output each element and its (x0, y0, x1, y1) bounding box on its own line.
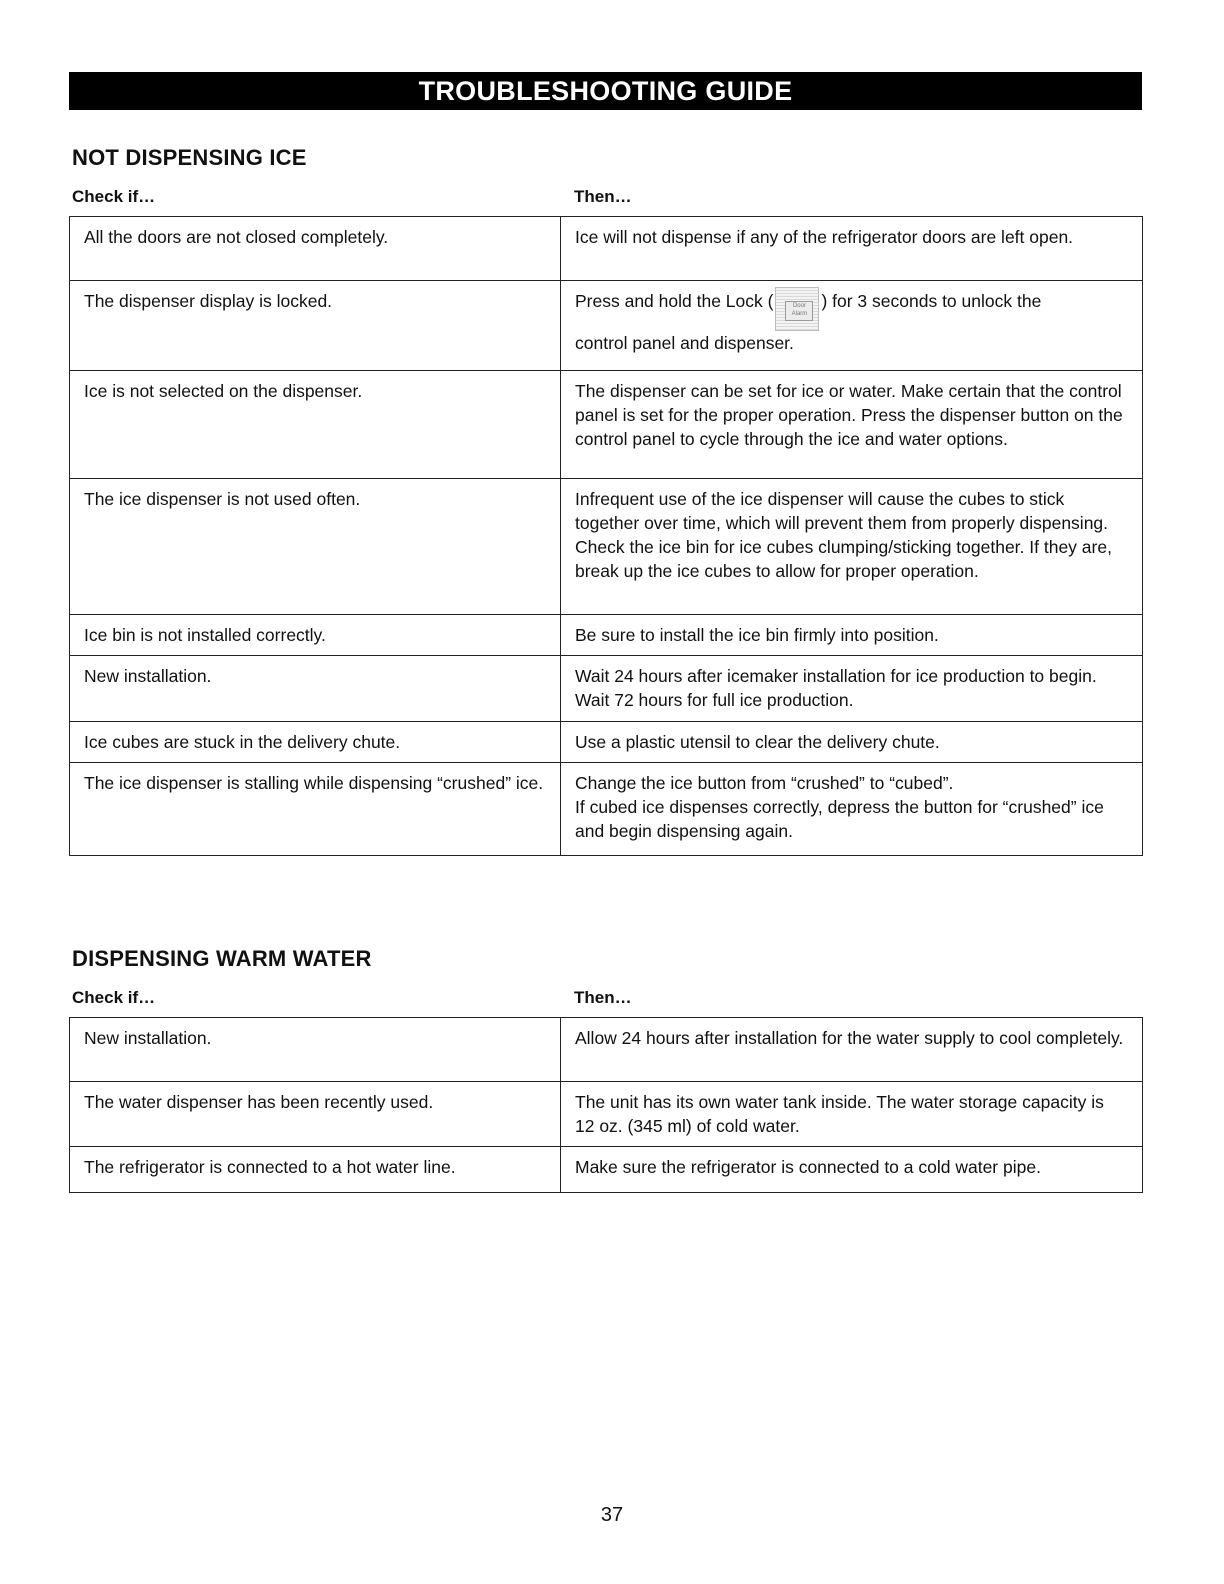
then-text-before-icon: Press and hold the Lock ( (575, 291, 774, 311)
column-header-then: Then… (574, 988, 632, 1007)
check-cell: The ice dispenser is not used often. (70, 479, 561, 615)
table-row (70, 722, 1143, 763)
then-cell: Infrequent use of the ice dispenser will cause the cubes to stick together over time, which will prevent them from properly dispensing. Check the ice bin for ice cubes clumping/sticking together. If they are, break up the ice cubes to allow for proper operation. (561, 479, 1143, 615)
not-dispensing-ice-table (69, 216, 1143, 856)
then-cell: Wait 24 hours after icemaker installation for ice production to begin. Wait 72 hours for full ice production. (561, 656, 1143, 722)
check-cell: Ice is not selected on the dispenser. (70, 371, 561, 479)
then-text-line2: control panel and dispenser. (575, 333, 794, 353)
then-cell: Use a plastic utensil to clear the delivery chute. (561, 722, 1143, 763)
check-cell: The dispenser display is locked. (70, 281, 561, 371)
check-cell: Ice cubes are stuck in the delivery chute. (70, 722, 561, 763)
check-cell: Ice bin is not installed correctly. (70, 615, 561, 656)
table-row (70, 1147, 1143, 1193)
then-cell: The unit has its own water tank inside. The water storage capacity is 12 oz. (345 ml) of cold water. (561, 1082, 1143, 1147)
table-row (70, 371, 1143, 479)
column-header-check: Check if… (72, 988, 156, 1007)
table-row (70, 763, 1143, 856)
table-row (70, 1018, 1143, 1082)
table-row (70, 217, 1143, 281)
then-text-line1: Change the ice button from “crushed” to “cubed”. (575, 773, 954, 793)
then-cell: The dispenser can be set for ice or water. Make certain that the control panel is set for the proper operation. Press the dispenser button on the control panel to cycle through the ice and water options. (561, 371, 1143, 479)
lock-icon-label: Door Alarm (785, 301, 813, 321)
then-cell (561, 281, 1143, 371)
section-title-dispensing-warm-water: DISPENSING WARM WATER (72, 946, 372, 971)
table-row (70, 615, 1143, 656)
column-header-then: Then… (574, 187, 632, 206)
check-cell: All the doors are not closed completely. (70, 217, 561, 281)
table-row (70, 656, 1143, 722)
check-cell: New installation. (70, 1018, 561, 1082)
table-row (70, 281, 1143, 371)
table-row (70, 1082, 1143, 1147)
column-header-check: Check if… (72, 187, 156, 206)
door-alarm-lock-icon (775, 287, 819, 331)
then-cell: Ice will not dispense if any of the refrigerator doors are left open. (561, 217, 1143, 281)
check-cell: The refrigerator is connected to a hot water line. (70, 1147, 561, 1193)
then-cell (561, 763, 1143, 856)
page-number: 37 (600, 1504, 624, 1526)
check-cell: New installation. (70, 656, 561, 722)
then-cell: Allow 24 hours after installation for the water supply to cool completely. (561, 1018, 1143, 1082)
table-row (70, 479, 1143, 615)
section-title-not-dispensing-ice: NOT DISPENSING ICE (72, 145, 307, 170)
check-cell: The water dispenser has been recently used. (70, 1082, 561, 1147)
then-text-line2: If cubed ice dispenses correctly, depress the button for “crushed” ice and begin dispensing again. (575, 797, 1104, 841)
check-cell: The ice dispenser is stalling while dispensing “crushed” ice. (70, 763, 561, 856)
page-banner: TROUBLESHOOTING GUIDE (69, 72, 1142, 110)
then-text-after-icon: ) for 3 seconds to unlock the (821, 291, 1042, 311)
then-cell: Make sure the refrigerator is connected to a cold water pipe. (561, 1147, 1143, 1193)
then-cell: Be sure to install the ice bin firmly into position. (561, 615, 1143, 656)
dispensing-warm-water-table (69, 1017, 1143, 1193)
